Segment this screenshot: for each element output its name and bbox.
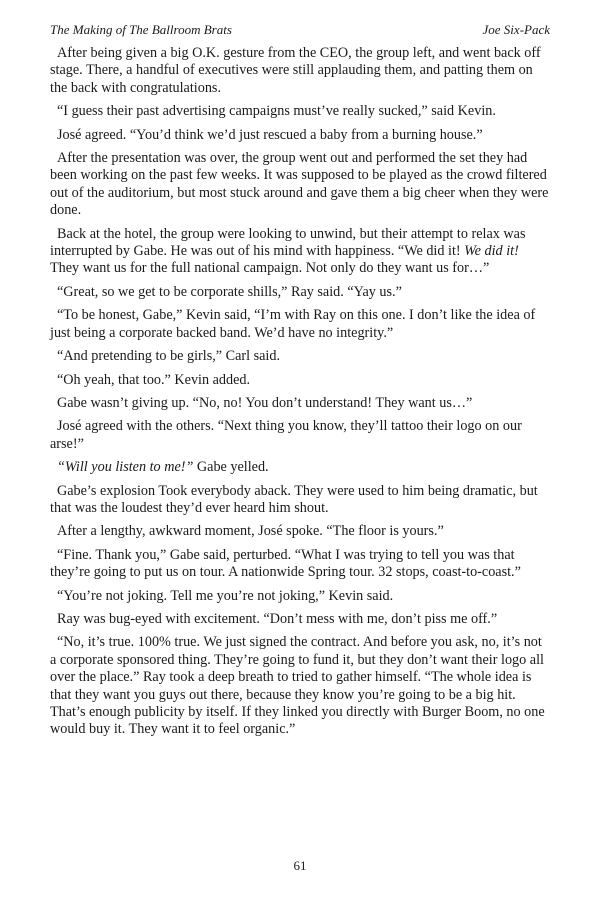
paragraph: “No, it’s true. 100% true. We just signed the contract. And before you ask, no, it’s not a corporate sponsored thing. They’re going to fund it, but they don’t want their logo all over the place.” Ray took a deep breath to tried to gather himself. “The whole idea is that they want you guys out there, because they know you’re going to be a big hit. That’s enough publicity by itself. If they linked you directly with Burger Boom, no one would buy it. They want it to feel organic.” [50,634,545,738]
paragraph [50,226,550,278]
paragraph: Gabe’s explosion Took everybody aback. They were used to him being dramatic, but that was the loudest they’d ever heard him shout. [50,482,538,516]
paragraph-text: They want us for the full national campaign. Not only do they want us for…” [50,260,490,277]
paragraph: “You’re not joking. Tell me you’re not joking,” Kevin said. [57,587,394,604]
running-header [50,22,550,38]
emphasized-text: “Will you listen to me!” [57,459,194,476]
paragraph: “And pretending to be girls,” Carl said. [57,348,281,365]
running-header-author: Joe Six-Pack [482,22,550,37]
paragraph [50,459,550,476]
body-text [50,45,550,745]
paragraph: After a lengthy, awkward moment, José spoke. “The floor is yours.” [57,523,444,540]
paragraph-text: Gabe yelled. [193,459,269,476]
running-header-title: The Making of The Ballroom Brats [50,22,232,37]
paragraph: “Great, so we get to be corporate shills,” Ray said. “Yay us.” [57,283,402,300]
paragraph: Ray was bug-eyed with excitement. “Don’t mess with me, don’t piss me off.” [57,610,498,627]
paragraph: “Oh yeah, that too.” Kevin added. [57,371,251,388]
paragraph: “To be honest, Gabe,” Kevin said, “I’m with Ray on this one. I don’t like the idea of just being a corporate backed band. We’d have no integrity.” [50,307,536,341]
paragraph: After being given a big O.K. gesture from the CEO, the group left, and went back off stage. There, a handful of executives were still applauding them, and patting them on the back with congratulations. [50,45,541,96]
emphasized-text: We did it! [464,243,519,260]
paragraph: “I guess their past advertising campaigns must’ve really sucked,” said Kevin. [57,103,496,120]
paragraph: After the presentation was over, the group went out and performed the set they had been working on the past few weeks. It was supposed to be played as the crowd filtered out of the auditorium, but most stuck around and gave them a big cheer when they were done. [50,150,549,219]
page-number: 61 [293,858,307,873]
paragraph: Gabe wasn’t giving up. “No, no! You don’t understand! They want us…” [57,394,473,411]
paragraph: José agreed. “You’d think we’d just rescued a baby from a burning house.” [57,126,483,143]
paragraph-text: Back at the hotel, the group were looking to unwind, but their attempt to relax was interrupted by Gabe. He was out of his mind with happiness. “We did it! [50,225,526,260]
paragraph: José agreed with the others. “Next thing you know, they’ll tattoo their logo on our arse!” [50,418,522,452]
paragraph: “Fine. Thank you,” Gabe said, perturbed. “What I was trying to tell you was that they’re going to put us on tour. A nationwide Spring tour. 32 stops, coast-to-coast.” [50,546,521,581]
